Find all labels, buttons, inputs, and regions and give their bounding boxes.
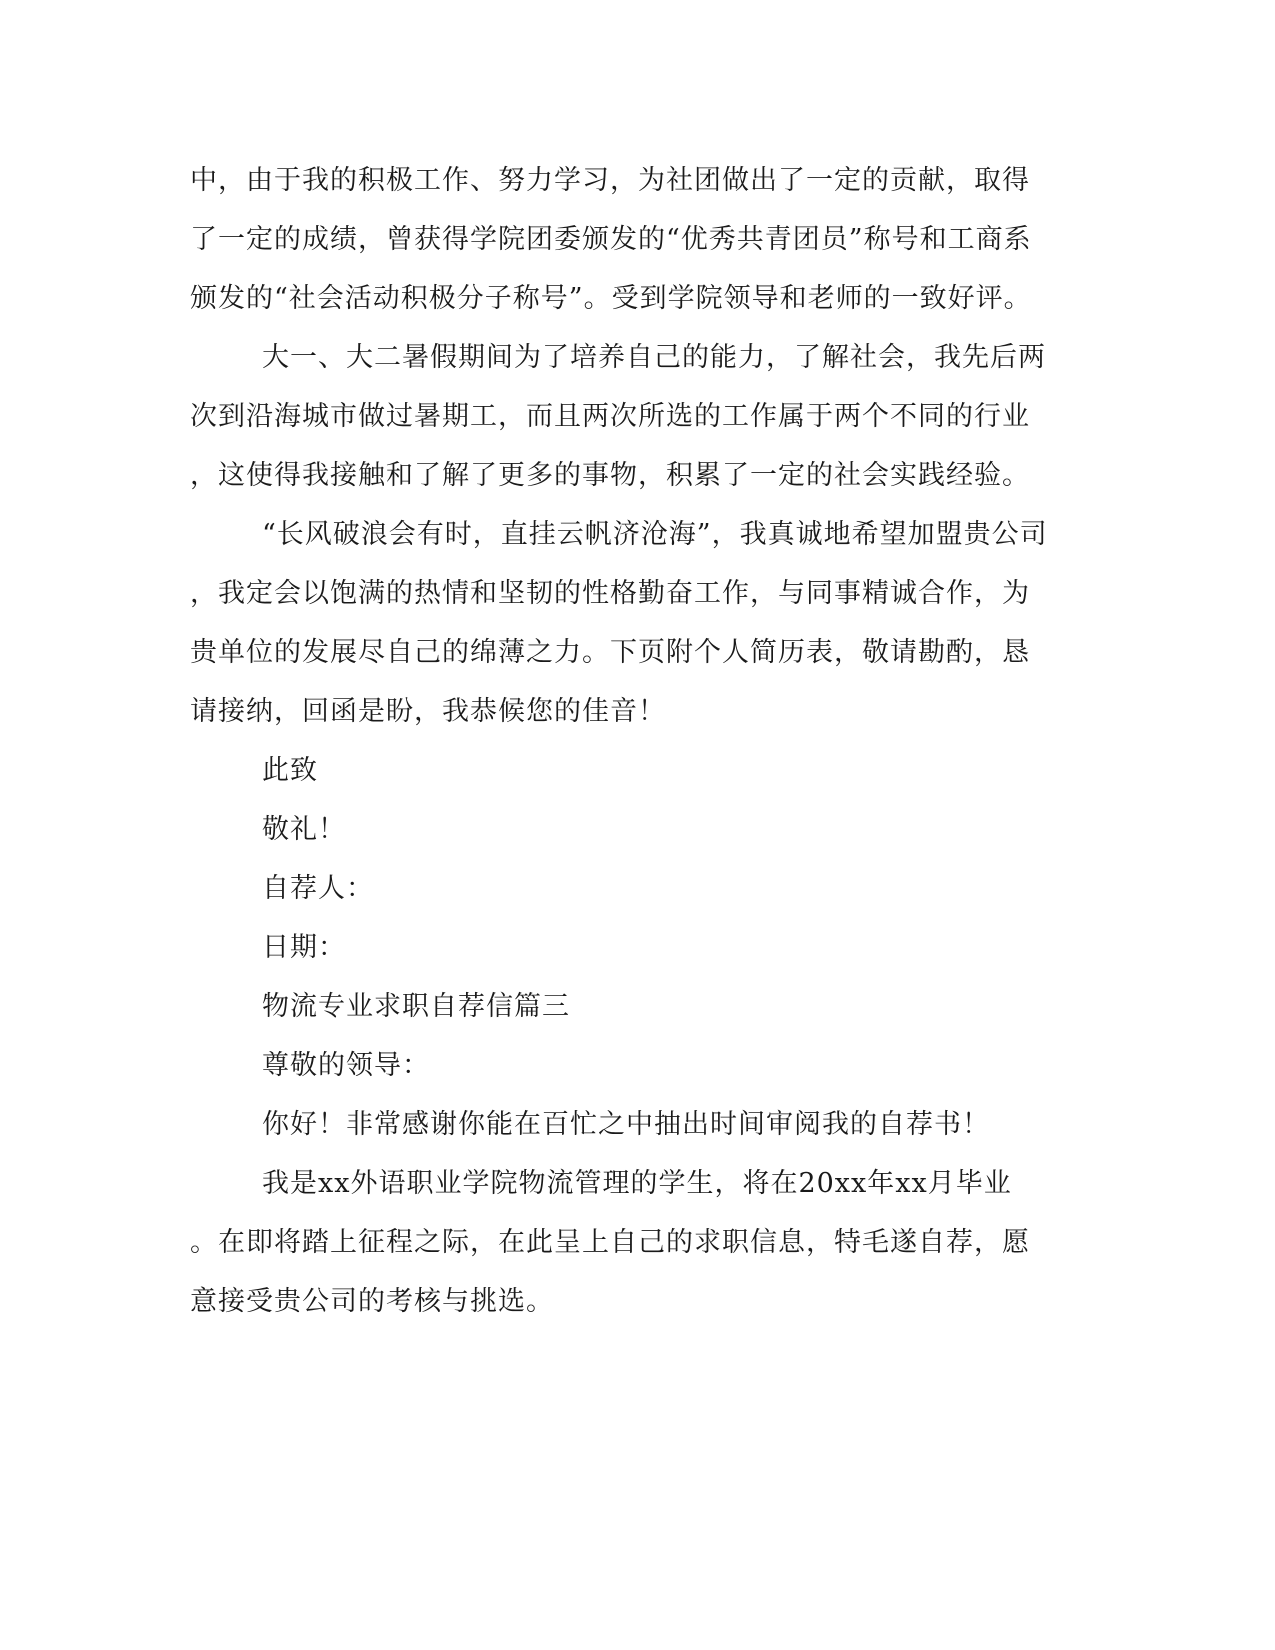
paragraph-line: 意接受贵公司的考核与挑选。	[190, 1286, 554, 1317]
paragraph-line: 中，由于我的积极工作、努力学习，为社团做出了一定的贡献，取得	[190, 165, 1030, 196]
paragraph-line: 次到沿海城市做过暑期工，而且两次所选的工作属于两个不同的行业	[190, 401, 1030, 432]
paragraph-line: 你好！非常感谢你能在百忙之中抽出时间审阅我的自荐书！	[262, 1109, 990, 1140]
paragraph-line: “长风破浪会有时，直挂云帆济沧海”，我真诚地希望加盟贵公司	[262, 519, 1048, 550]
paragraph-line: ，这使得我接触和了解了更多的事物，积累了一定的社会实践经验。	[190, 460, 1030, 491]
paragraph-line: 了一定的成绩，曾获得学院团委颁发的“优秀共青团员”称号和工商系	[190, 224, 1032, 255]
paragraph-line: 颁发的“社会活动积极分子称号”。受到学院领导和老师的一致好评。	[190, 283, 1032, 314]
greeting: 尊敬的领导：	[262, 1050, 430, 1081]
closing-regards: 敬礼！	[262, 814, 346, 845]
paragraph-line: 请接纳，回函是盼，我恭候您的佳音！	[190, 696, 666, 727]
paragraph-line: ，我定会以饱满的热情和坚韧的性格勤奋工作，与同事精诚合作，为	[190, 578, 1030, 609]
paragraph-line: 。在即将踏上征程之际，在此呈上自己的求职信息，特毛遂自荐，愿	[190, 1227, 1030, 1258]
paragraph-line: 我是xx外语职业学院物流管理的学生，将在20xx年xx月毕业	[262, 1168, 1012, 1199]
date-label: 日期：	[262, 932, 346, 963]
closing-salutation: 此致	[262, 755, 318, 786]
signature-label: 自荐人：	[262, 873, 374, 904]
paragraph-line: 贵单位的发展尽自己的绵薄之力。下页附个人简历表，敬请勘酌，恳	[190, 637, 1030, 668]
section-title: 物流专业求职自荐信篇三	[262, 991, 570, 1022]
paragraph-line: 大一、大二暑假期间为了培养自己的能力，了解社会，我先后两	[262, 342, 1046, 373]
